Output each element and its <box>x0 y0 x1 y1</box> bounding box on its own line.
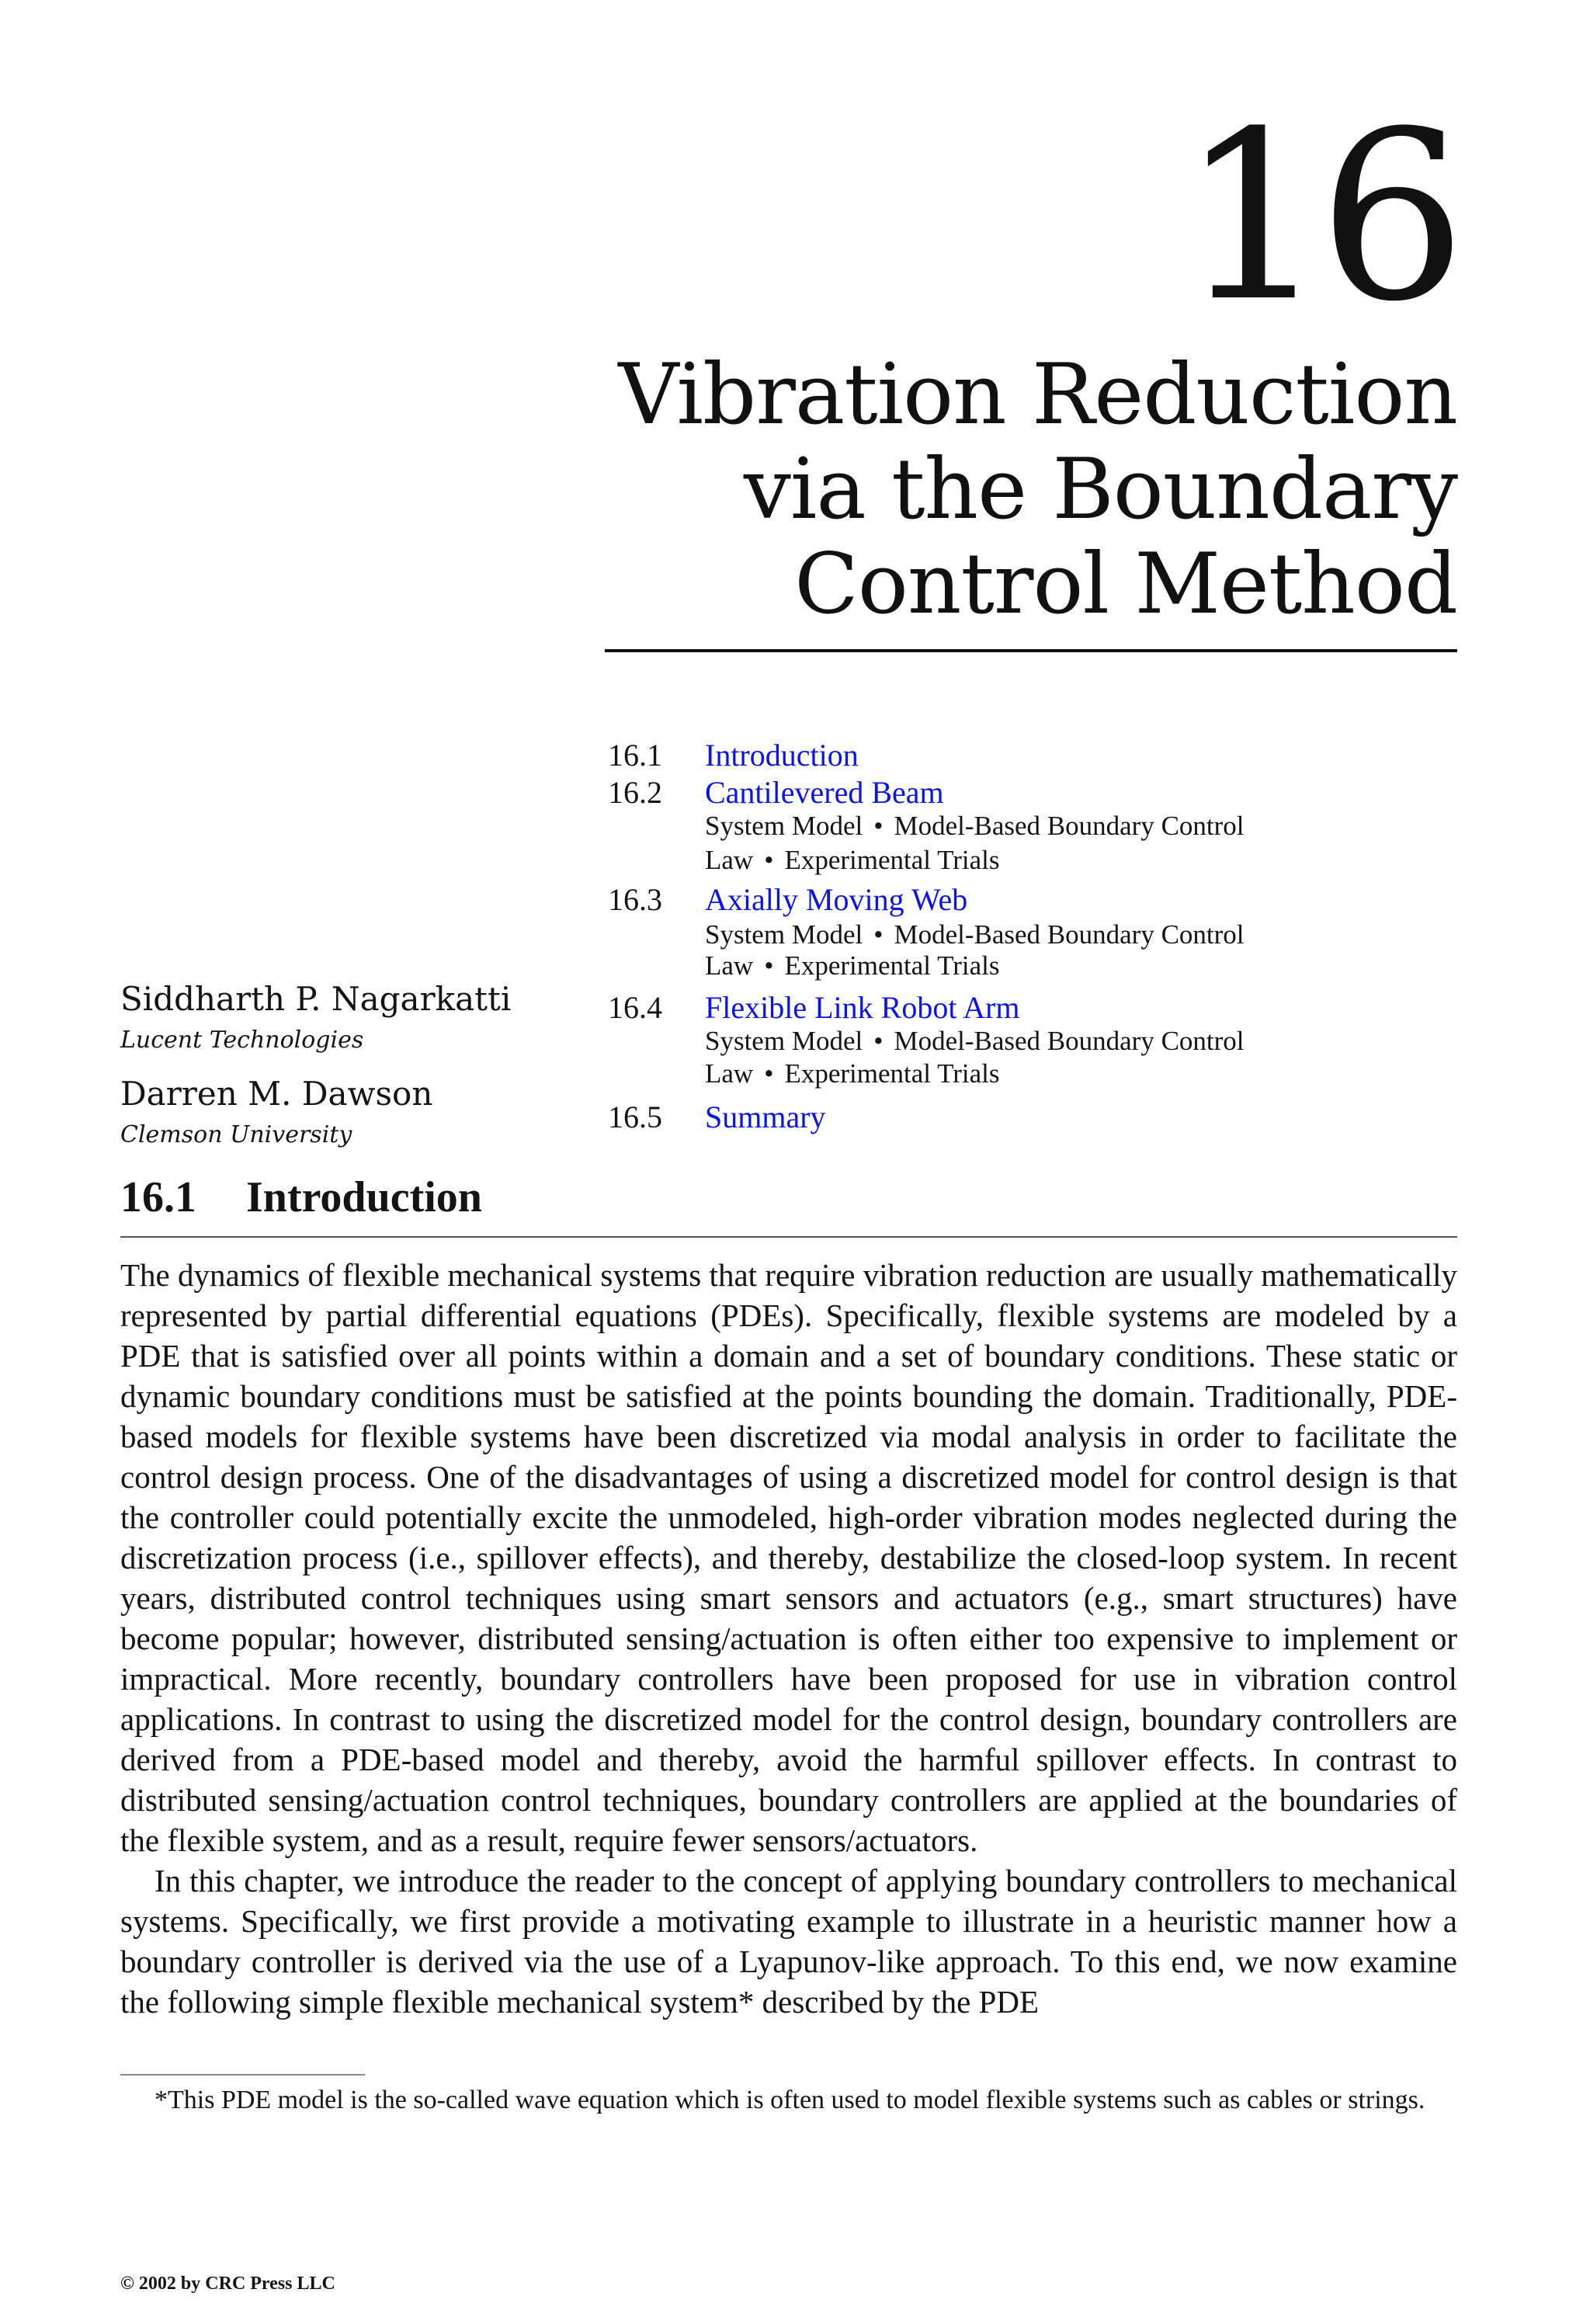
toc-subtopic: Experimental Trials <box>784 845 1000 875</box>
chapter-title-line: Control Method <box>794 536 1457 633</box>
bullet-separator: • <box>764 845 774 875</box>
toc-subtopic: Model-Based Boundary Control <box>894 919 1245 950</box>
toc-subtopic: System Model <box>705 919 863 950</box>
bullet-separator: • <box>764 1058 774 1089</box>
toc-number: 16.3 <box>608 882 662 917</box>
toc-subtopic: Law <box>705 1058 754 1089</box>
paragraph: The dynamics of flexible mechanical systems that require vibration reduction are usually mathematically represented by partial differential equations (PDEs). Specifically, flexible systems are modeled by a PDE that is satisfied over all points within a domain and a set of boundary conditions. These static or dynamic boundary conditions must be satisfied at the points bounding the domain. Traditionally, PDE-based models for flexible systems have been discretized via modal analysis in order to facilitate the control design process. One of the disadvantages of using a discretized model for control design is that the controller could potentially excite the unmodeled, high-order vibration modes neglected during the discretization process (i.e., spillover effects), and thereby, destabilize the closed-loop system. In recent years, distributed control techniques using smart sensors and actuators (e.g., smart structures) have become popular; however, distributed sensing/actuation is often either too expensive to implement or impractical. More recently, boundary controllers have been proposed for use in vibration control applications. In contrast to using the discretized model for the control design, boundary controllers are derived from a PDE-based model and thereby, avoid the harmful spillover effects. In contrast to distributed sensing/actuation control techniques, boundary controllers are applied at the boundaries of the flexible system, and as a result, require fewer sensors/actuators. <box>120 1257 1457 1858</box>
toc-number: 16.1 <box>608 738 662 773</box>
toc-subtopic: Law <box>705 950 754 981</box>
bullet-separator: • <box>873 1026 884 1056</box>
body-text <box>120 1255 1457 2022</box>
section-title: Introduction <box>246 1173 482 1221</box>
toc-link-axially-moving-web[interactable]: Axially Moving Web <box>705 882 968 917</box>
toc-subtopic: Law <box>705 845 754 875</box>
footnote-divider <box>120 2074 365 2076</box>
author-name: Siddharth P. Nagarkatti <box>120 980 512 1018</box>
toc-link-summary[interactable]: Summary <box>705 1099 826 1134</box>
toc-subtopics <box>705 810 1245 842</box>
toc-subtopic: Model-Based Boundary Control <box>894 811 1245 841</box>
toc-subtopic: System Model <box>705 1026 863 1056</box>
title-divider <box>605 649 1457 652</box>
toc-subtopics <box>705 950 1000 982</box>
toc-number: 16.4 <box>608 990 662 1025</box>
bullet-separator: • <box>873 919 884 950</box>
toc-subtopics <box>705 1058 1000 1090</box>
toc-subtopic: System Model <box>705 811 863 841</box>
section-number: 16.1 <box>120 1173 196 1221</box>
author-affiliation: Lucent Technologies <box>120 1027 364 1054</box>
bullet-separator: • <box>873 811 884 841</box>
toc-link-introduction[interactable]: Introduction <box>705 738 859 773</box>
section-heading <box>120 1172 482 1222</box>
toc-subtopics <box>705 844 1000 877</box>
chapter-title <box>526 348 1457 632</box>
paragraph: In this chapter, we introduce the reader to the concept of applying boundary controllers to mechanical systems. Specifically, we first provide a motivating example to illustrate in a heuristic manner how a boundary controller is derived via the use of a Lyapunov-like approach. To this end, we now examine the following simple flexible mechanical system* described by the PDE <box>120 1863 1457 2020</box>
toc-link-flexible-link-robot-arm[interactable]: Flexible Link Robot Arm <box>705 990 1020 1025</box>
author-name: Darren M. Dawson <box>120 1075 433 1113</box>
chapter-title-line: Vibration Reduction <box>618 346 1457 443</box>
toc-subtopic: Experimental Trials <box>784 1058 1000 1089</box>
bullet-separator: • <box>764 950 774 981</box>
toc-number: 16.2 <box>608 775 662 810</box>
chapter-title-line: via the Boundary <box>743 441 1457 538</box>
toc-number: 16.5 <box>608 1099 662 1134</box>
copyright-notice: © 2002 by CRC Press LLC <box>120 2274 335 2294</box>
toc-subtopic: Experimental Trials <box>784 950 1000 981</box>
author-affiliation: Clemson University <box>120 1121 352 1148</box>
toc-subtopics <box>705 919 1245 951</box>
footnote: *This PDE model is the so-called wave equation which is often used to model flexible systems such as cables or strings. <box>154 2086 1425 2114</box>
section-divider <box>120 1236 1457 1238</box>
toc-subtopics <box>705 1025 1245 1058</box>
chapter-number: 16 <box>1179 82 1457 353</box>
toc-link-cantilevered-beam[interactable]: Cantilevered Beam <box>705 775 944 810</box>
toc-subtopic: Model-Based Boundary Control <box>894 1026 1245 1056</box>
